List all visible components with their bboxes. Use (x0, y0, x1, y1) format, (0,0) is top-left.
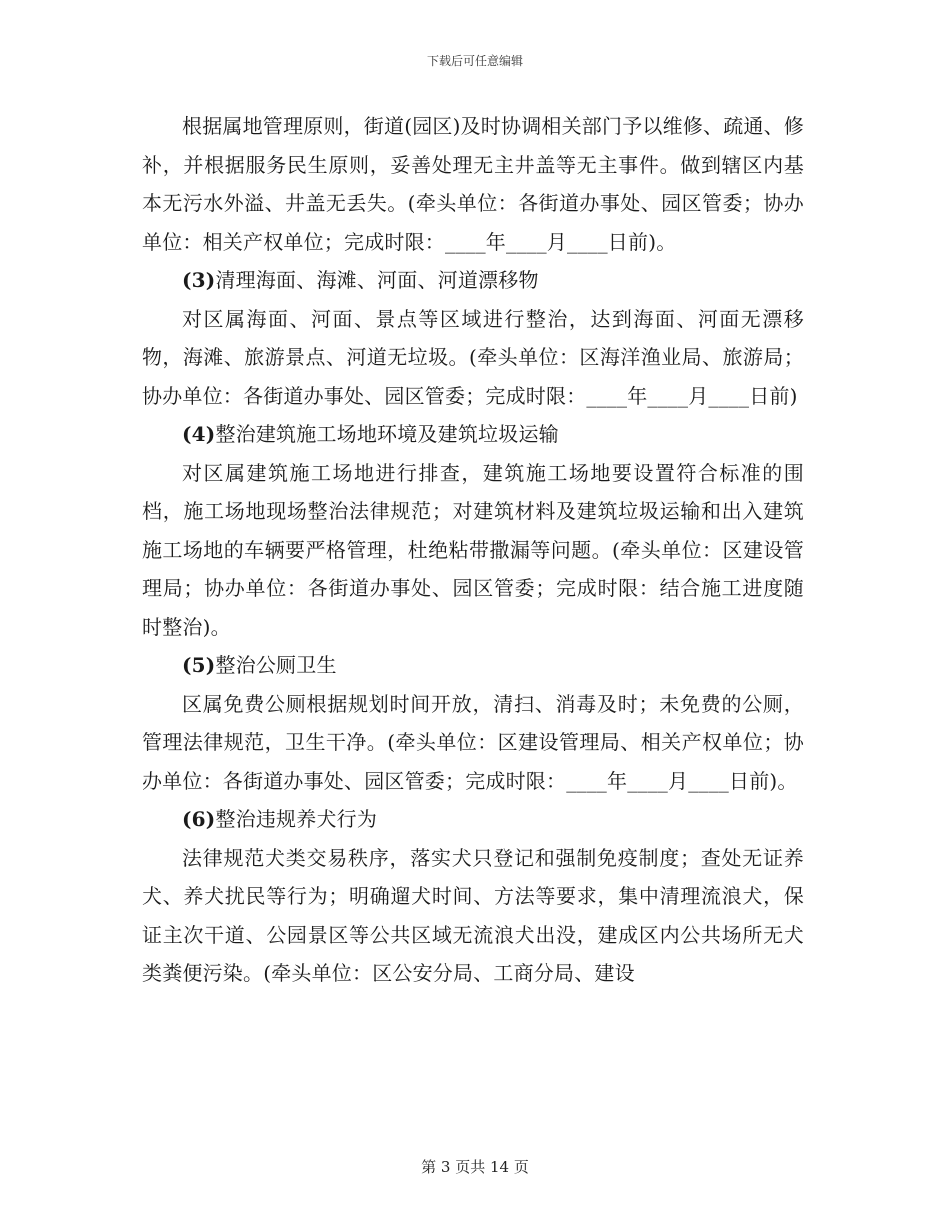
section-heading (142, 415, 804, 454)
paragraph: 法律规范犬类交易秩序，落实犬只登记和强制免疫制度；查处无证养犬、养犬扰民等行为；明确遛犬时间、方法等要求，集中清理流浪犬，保证主次干道、公园景区等公共区域无流浪犬出没，建成区内公共场所无犬类粪便污染。(牵头单位：区公安分局、工商分局、建设 (142, 845, 804, 985)
section-heading (142, 261, 804, 300)
section-number: (6) (182, 807, 216, 831)
paragraph: 根据属地管理原则，街道(园区)及时协调相关部门予以维修、疏通、修补，并根据服务民生原则，妥善处理无主井盖等无主事件。做到辖区内基本无污水外溢、井盖无丢失。(牵头单位：各街道办事处、园区管委；协办单位：相关产权单位；完成时限：____年____月____日前)。 (142, 114, 805, 254)
section-title: 整治公厕卫生 (215, 653, 337, 677)
page-footer: 第 3 页共 14 页 (421, 1158, 529, 1176)
paragraph: 对区属建筑施工场地进行排查，建筑施工场地要设置符合标准的围档，施工场地现场整治法律规范；对建筑材料及建筑垃圾运输和出入建筑施工场地的车辆要严格管理，杜绝粘带撒漏等问题。(牵头单位：区建设管理局；协办单位：各街道办事处、园区管委；完成时限：结合施工进度随时整治)。 (142, 460, 804, 639)
section-title: 清理海面、海滩、河面、河道漂移物 (215, 268, 539, 292)
document-body (142, 107, 804, 993)
section-number: (5) (182, 653, 216, 677)
page-header: 下载后可任意编辑 (426, 54, 523, 68)
paragraph: 对区属海面、河面、景点等区域进行整治，达到海面、河面无漂移物，海滩、旅游景点、河道无垃圾。(牵头单位：区海洋渔业局、旅游局；协办单位：各街道办事处、园区管委；完成时限：____年____月____日前) (142, 306, 804, 408)
section-title: 整治建筑施工场地环境及建筑垃圾运输 (215, 422, 559, 446)
section-title: 整治违规养犬行为 (215, 807, 378, 831)
paragraph: 区属免费公厕根据规划时间开放，清扫、消毒及时；未免费的公厕，管理法律规范，卫生干净。(牵头单位：区建设管理局、相关产权单位；协办单位：各街道办事处、园区管委；完成时限：____年____月____日前)。 (142, 691, 804, 793)
section-number: (4) (182, 422, 216, 446)
section-heading (142, 800, 804, 839)
section-heading (142, 646, 804, 685)
section-number: (3) (182, 268, 216, 292)
